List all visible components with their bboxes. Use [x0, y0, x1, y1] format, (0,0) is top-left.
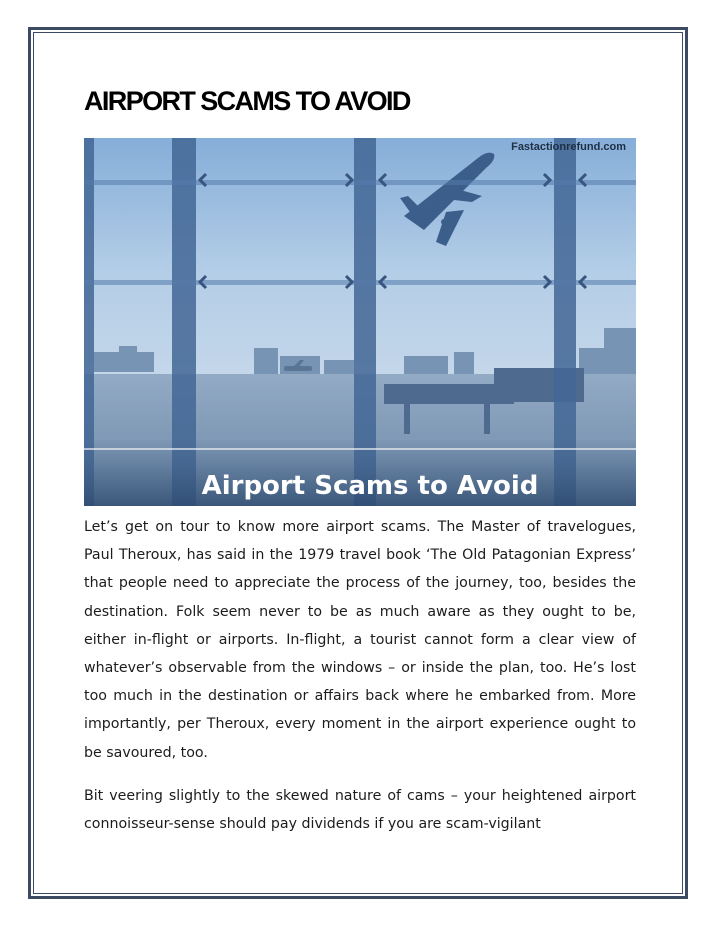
document-title: AIRPORT SCAMS TO AVOID	[84, 86, 410, 116]
body-paragraph-2: Bit veering slightly to the skewed nature of cams – your heightened airport connoisseur-sense should pay dividends if you are scam-vigilant	[84, 788, 636, 833]
body-paragraph-1: Let’s get on tour to know more airport scams. The Master of travelogues, Paul Theroux, has said in the 1979 travel book ‘The Old Patagonian Express’ that people need to appreciate the process of the journey, too, besides the destination. Folk seem never to be as much aware as they ought to be, either in-flight or airports. In-flight, a tourist cannot form a clear view of whatever’s observable from the windows – or inside the plan, too. He’s lost too much in the destination or affairs back where he embarked from. More importantly, per Theroux, every moment in the airport experience ought to be savoured, too.	[84, 519, 636, 761]
hero-image	[84, 138, 636, 506]
image-caption: Airport Scams to Avoid	[201, 471, 539, 501]
image-watermark: Fastactionrefund.com	[511, 141, 626, 153]
